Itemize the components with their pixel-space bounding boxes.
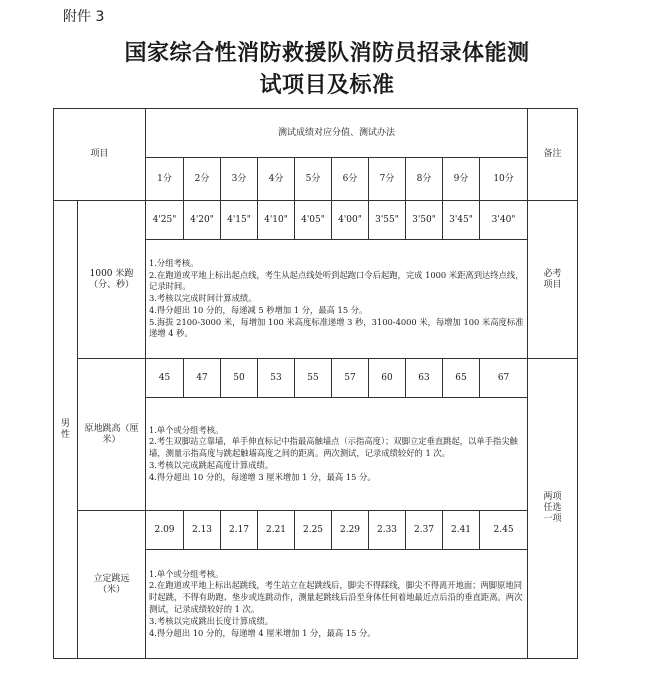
value-cell: 4'10"	[258, 201, 295, 240]
value-cell: 50	[221, 359, 258, 398]
value-cell: 3'40"	[480, 201, 528, 240]
value-cell: 57	[332, 359, 369, 398]
attachment-label: 附件 3	[63, 9, 105, 25]
note-required	[528, 201, 578, 359]
method-line: 2.在跑道或平地上标出起跳线，考生站立在起跳线后，脚尖不得踩线，脚尖不得离开地面；两脚原地同时起跳，不得有助跑、垫步或连跳动作，测量起跳线后沿至身体任何着地最近点后沿的垂直距离。两次测试，记录成绩较好的 1 次。	[149, 580, 523, 614]
method-line: 3.考核以完成跳起高度计算成绩。	[149, 459, 274, 470]
value-cell: 2.41	[443, 511, 480, 550]
score-header: 3分	[221, 158, 258, 201]
value-cell: 4'25"	[146, 201, 184, 240]
method-line: 3.考核以完成跳出长度计算成绩。	[149, 615, 274, 626]
value-cell: 2.29	[332, 511, 369, 550]
value-cell: 2.17	[221, 511, 258, 550]
gender-label: 男性	[60, 418, 70, 440]
value-cell: 2.21	[258, 511, 295, 550]
value-cell: 53	[258, 359, 295, 398]
score-header: 8分	[406, 158, 443, 201]
item-name-line: 立定跳远	[93, 573, 130, 584]
value-cell: 2.45	[480, 511, 528, 550]
item-name-run	[78, 201, 146, 359]
item-name-line: （米）	[98, 584, 126, 595]
method-line: 2.在跑道或平地上标出起点线，考生从起点线处听到起跑口令后起跑，完成 1000 米距离到达终点线，记录时间。	[149, 269, 524, 292]
value-cell: 45	[146, 359, 184, 398]
method-line: 5.海拔 2100-3000 米，每增加 100 米高度标准递增 3 秒，3100-4000 米，每增加 100 米高度标准递增 4 秒。	[149, 316, 524, 339]
value-cell: 3'50"	[406, 201, 443, 240]
method-line: 1.单个或分组考核。	[149, 424, 224, 435]
header-scores-title: 测试成绩对应分值、测试办法	[146, 109, 528, 158]
value-cell: 3'45"	[443, 201, 480, 240]
value-cell: 2.33	[369, 511, 406, 550]
score-header: 4分	[258, 158, 295, 201]
value-cell: 4'00"	[332, 201, 369, 240]
note-line: 必考	[543, 268, 562, 279]
value-cell: 2.13	[184, 511, 221, 550]
header-note: 备注	[528, 109, 578, 201]
value-cell: 60	[369, 359, 406, 398]
note-line: 一项	[543, 513, 562, 524]
header-item: 项目	[54, 109, 146, 201]
value-cell: 2.09	[146, 511, 184, 550]
method-line: 3.考核以完成时间计算成绩。	[149, 293, 257, 304]
method-line: 1.单个或分组考核。	[149, 568, 224, 579]
score-header: 2分	[184, 158, 221, 201]
item-name-line: （分、秒）	[89, 279, 135, 290]
method-line: 1.分组考核。	[149, 257, 199, 268]
standards-table	[53, 108, 578, 659]
score-header: 5分	[295, 158, 332, 201]
value-cell: 4'20"	[184, 201, 221, 240]
value-cell: 3'55"	[369, 201, 406, 240]
score-header: 10分	[480, 158, 528, 201]
note-choose-one	[528, 359, 578, 659]
document-title-line-1: 国家综合性消防救援队消防员招录体能测	[124, 41, 530, 66]
method-line: 4.得分超出 10 分的，每递增 4 厘米增加 1 分，最高 15 分。	[149, 627, 376, 638]
score-header: 7分	[369, 158, 406, 201]
method-line: 4.得分超出 10 分的，每递减 5 秒增加 1 分，最高 15 分。	[149, 304, 368, 315]
method-cell-high-jump	[146, 398, 528, 511]
value-cell: 55	[295, 359, 332, 398]
gender-cell	[54, 201, 78, 659]
score-header: 1分	[146, 158, 184, 201]
value-cell: 2.25	[295, 511, 332, 550]
item-name-long-jump	[78, 511, 146, 659]
method-line: 2.考生双脚站立靠墙，单手伸直标记中指最高触墙点（示指高度）；双脚立定垂直跳起，以单手指尖触墙，测量示指高度与跳起触墙高度之间的距离。两次测试，记录成绩较好的 1 次。	[149, 436, 518, 459]
item-name-line: 米）	[102, 434, 121, 445]
value-cell: 4'15"	[221, 201, 258, 240]
note-line: 两项	[543, 492, 562, 503]
value-cell: 65	[443, 359, 480, 398]
value-cell: 2.37	[406, 511, 443, 550]
document-title-line-2: 试项目及标准	[259, 73, 395, 98]
method-line: 4.得分超出 10 分的，每递增 3 厘米增加 1 分，最高 15 分。	[149, 471, 376, 482]
value-cell: 4'05"	[295, 201, 332, 240]
note-line: 项目	[543, 279, 562, 290]
item-name-high-jump	[78, 359, 146, 511]
item-name-line: 原地跳高（厘	[84, 423, 139, 434]
score-header: 6分	[332, 158, 369, 201]
item-name-line: 1000 米跑	[89, 268, 134, 279]
method-cell-long-jump	[146, 550, 528, 659]
method-cell-run	[146, 240, 528, 359]
value-cell: 67	[480, 359, 528, 398]
value-cell: 47	[184, 359, 221, 398]
score-header: 9分	[443, 158, 480, 201]
note-line: 任选	[543, 503, 562, 514]
value-cell: 63	[406, 359, 443, 398]
